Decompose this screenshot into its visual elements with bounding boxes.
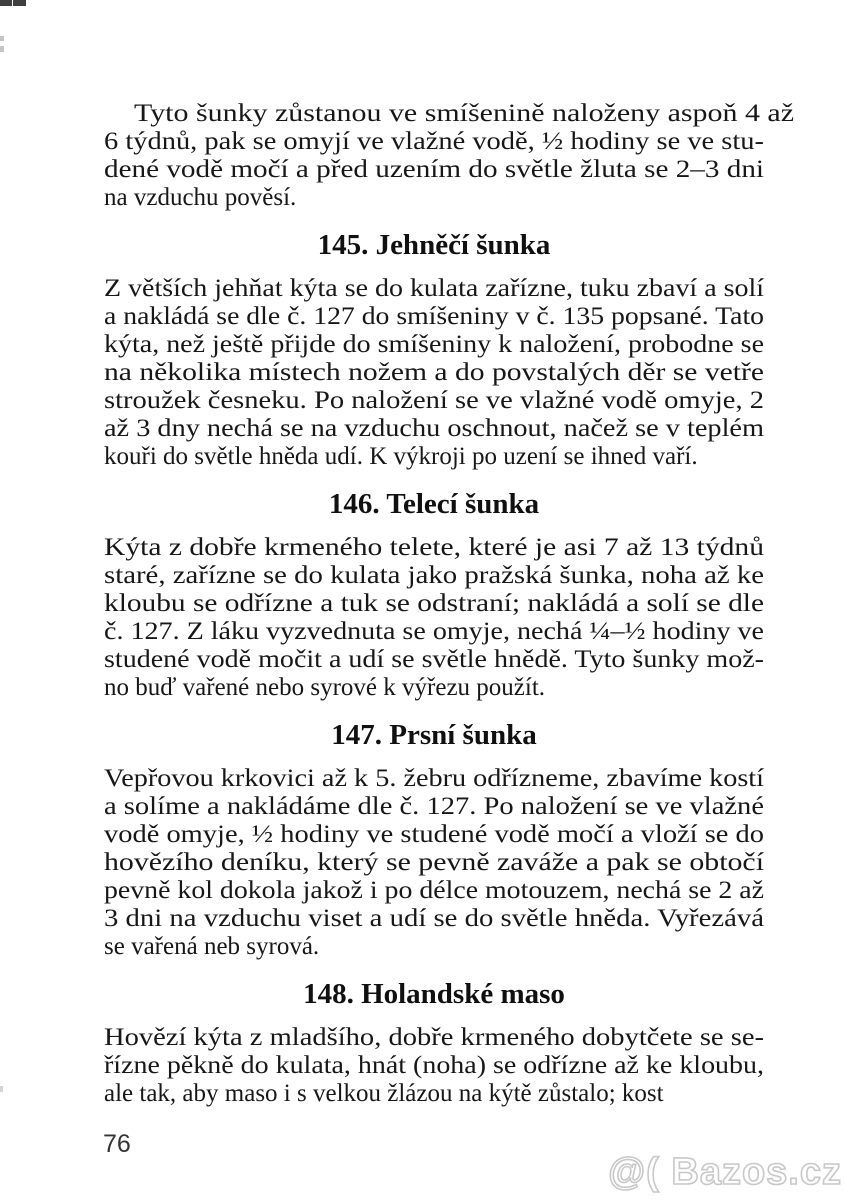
text-line: no buď vařené nebo syrové k výřezu použít.: [104, 674, 546, 701]
recipe-heading: 147. Prsní šunka: [331, 719, 537, 751]
recipe-section: [104, 717, 764, 961]
bazos-watermark: @( Bazos.cz: [608, 1151, 842, 1193]
intro-paragraph: [104, 100, 794, 212]
text-line: řízne pěkně do kulata, hnát (noha) se odřízne až ke kloubu,: [104, 1052, 764, 1079]
text-line: na několika místech nožem a do povstalých děr se vetře: [104, 359, 764, 386]
text-line: až 3 dny nechá se na vzduchu oschnout, načež se v teplém: [104, 415, 764, 442]
text-line: Kýta z dobře krmeného telete, které je asi 7 až 13 týdnů: [104, 534, 764, 561]
text-line: Z větších jehňat kýta se do kulata zařízne, tuku zbaví a solí: [104, 275, 764, 302]
scan-artifact: [13, 0, 26, 6]
scan-artifact: [0, 0, 12, 6]
text-line: Vepřovou krkovici až k 5. žebru odřízneme, zbavíme kostí: [104, 765, 764, 792]
text-line: pevně kol dokola jakož i po délce motouzem, nechá se 2 až: [104, 877, 764, 904]
recipe-section: [104, 976, 764, 1108]
text-line: dené vodě močí a před uzením do světle žluta se 2–3 dni: [104, 156, 764, 183]
recipe-paragraph: [104, 534, 764, 702]
scan-edge-mark: [0, 1086, 3, 1092]
recipe-section: [104, 486, 764, 702]
recipe-sections: [104, 227, 764, 1108]
text-line: ale tak, aby maso i s velkou žlázou na kýtě zůstalo; kost: [104, 1080, 664, 1107]
text-line: 6 týdnů, pak se omyjí ve vlažné vodě, ½ hodiny se ve stu-: [104, 128, 764, 155]
text-line: č. 127. Z láku vyzvednuta se omyje, nechá ¼–½ hodiny ve: [104, 618, 764, 645]
text-line: kýta, než ještě přijde do smíšeniny k naložení, probodne se: [104, 331, 764, 358]
text-line: a solíme a nakládáme dle č. 127. Po naložení se ve vlažné: [104, 793, 764, 820]
recipe-heading: 148. Holandské maso: [303, 978, 565, 1010]
scan-edge-mark: [0, 36, 4, 41]
recipe-section: [104, 227, 764, 471]
text-line: Hovězí kýta z mladšího, dobře krmeného dobytčete se se-: [104, 1024, 764, 1051]
text-line: hovězího deníku, který se pevně zaváže a pak se obtočí: [104, 849, 764, 876]
scan-edge-mark: [0, 46, 4, 52]
text-line: stroužek česneku. Po naložení se ve vlažné vodě omyje, 2: [104, 387, 764, 414]
page-number: 76: [103, 1130, 131, 1158]
text-line: staré, zařízne se do kulata jako pražská šunka, noha až ke: [104, 562, 764, 589]
recipe-paragraph: [104, 765, 764, 961]
recipe-heading: 146. Telecí šunka: [328, 488, 540, 520]
recipe-paragraph: [104, 1024, 764, 1108]
recipe-heading: 145. Jehněčí šunka: [317, 229, 551, 261]
text-line: na vzduchu pověsí.: [104, 184, 297, 211]
text-line: studené vodě močit a udí se světle hnědě. Tyto šunky mož-: [104, 646, 764, 673]
recipe-paragraph: [104, 275, 764, 471]
text-line: kloubu se odřízne a tuk se odstraní; nakládá a solí se dle: [104, 590, 764, 617]
text-line: a nakládá se dle č. 127 do smíšeniny v č. 135 popsané. Tato: [104, 303, 764, 330]
page-text-block: [104, 100, 794, 1108]
text-line: 3 dni na vzduchu viset a udí se do světle hněda. Vyřezává: [104, 905, 764, 932]
text-line: se vařená neb syrová.: [104, 933, 320, 960]
text-line: vodě omyje, ½ hodiny ve studené vodě močí a vloží se do: [104, 821, 764, 848]
text-line: Tyto šunky zůstanou ve smíšenině naloženy aspoň 4 až: [134, 100, 794, 127]
text-line: kouři do světle hněda udí. K výkroji po uzení se ihned vaří.: [104, 443, 698, 470]
